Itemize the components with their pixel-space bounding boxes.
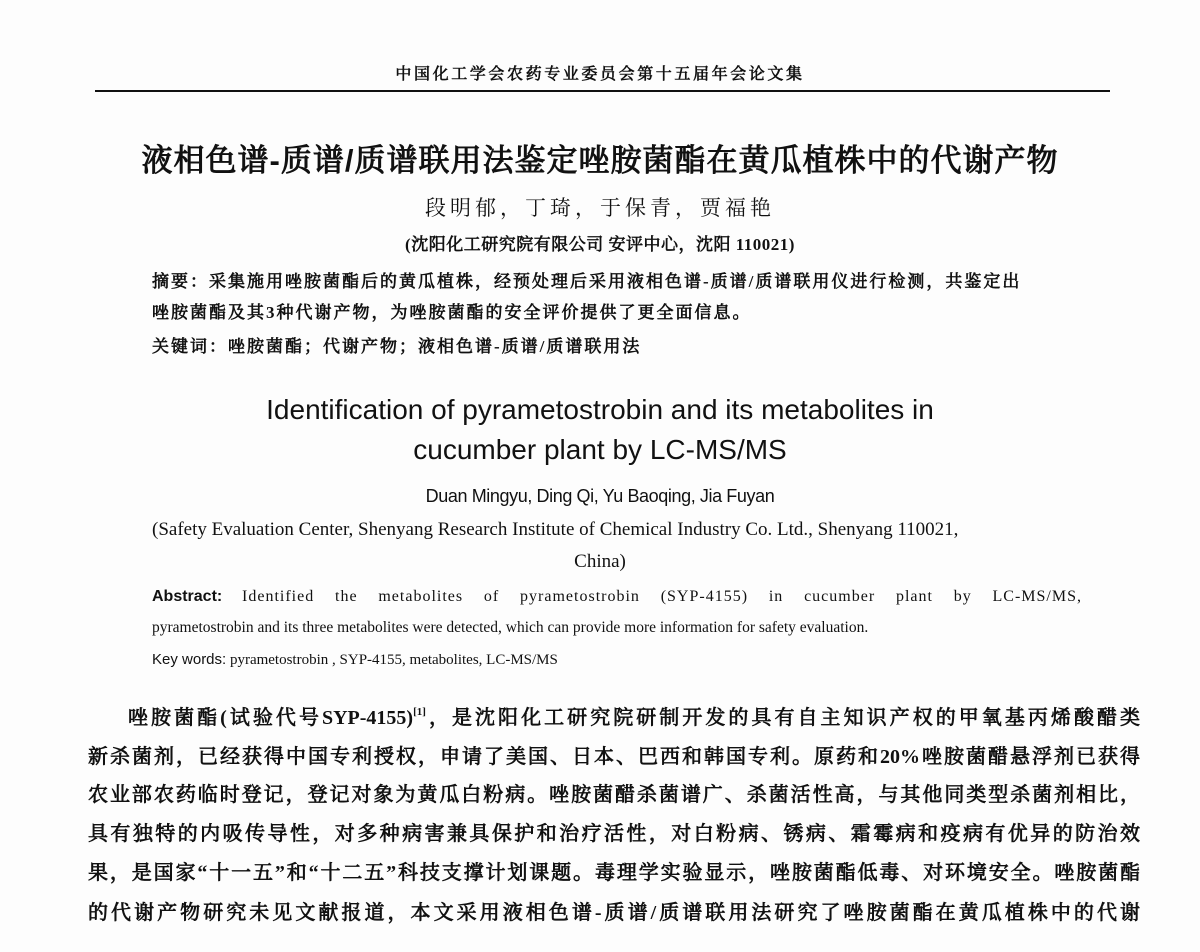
abstract-chinese-line-1: [152, 270, 1021, 294]
citation-marker: [1]: [413, 706, 426, 718]
abstract-english-line-2: pyrametostrobin and its three metabolites were detected, which can provide more information for safety evaluation.: [152, 619, 869, 636]
affiliation-english-line-1: (Safety Evaluation Center, Shenyang Research Institute of Chemical Industry Co. Ltd., Shenyang 110021,: [152, 519, 959, 540]
title-chinese: 液相色谱-质谱/质谱联用法鉴定唑胺菌酯在黄瓜植株中的代谢产物: [141, 143, 1059, 178]
abstract-english-label: Abstract:: [152, 588, 223, 605]
authors-chinese: 段明郁，丁琦，于保青，贾福艳: [425, 196, 775, 220]
keywords-english: [152, 648, 558, 672]
affiliation-english-line-2: China): [574, 551, 626, 572]
abstract-english-text: Identified the metabolites of pyrametostrobin (SYP-4155) in cucumber plant by LC-MS/MS,: [242, 588, 1082, 605]
title-english-line-2: cucumber plant by LC-MS/MS: [413, 434, 787, 465]
body-paragraph-line-5: 果，是国家“十一五”和“十二五”科技支撑计划课题。毒理学实验显示，唑胺菌酯低毒、对环境安全。唑胺菌酯: [88, 862, 1140, 884]
keywords-chinese-text: 唑胺菌酯；代谢产物；液相色谱-质谱/质谱联用法: [228, 337, 642, 356]
body-paragraph-line-3: 农业部农药临时登记，登记对象为黄瓜白粉病。唑胺菌醋杀菌谱广、杀菌活性高，与其他同类型杀菌剂相比，: [88, 784, 1140, 806]
abstract-chinese-text: 采集施用唑胺菌酯后的黄瓜植株，经预处理后采用液相色谱-质谱/质谱联用仪进行检测，共鉴定出: [209, 272, 1022, 291]
header-rule: [95, 90, 1110, 92]
running-header: 中国化工学会农药专业委员会第十五届年会论文集: [395, 66, 805, 83]
body-paragraph-line-1: [128, 703, 1140, 733]
body-paragraph-line-2: 新杀菌剂，已经获得中国专利授权，申请了美国、日本、巴西和韩国专利。原药和20%唑胺菌醋悬浮剂已获得: [88, 746, 1140, 768]
body-line-1-part-b: ，是沈阳化工研究院研制开发的具有自主知识产权的甲氧基丙烯酸醋类: [425, 707, 1140, 729]
keywords-english-text: pyrametostrobin , SYP-4155, metabolites, LC-MS/MS: [229, 652, 558, 668]
keywords-english-label: Key words:: [152, 651, 227, 668]
keywords-chinese: [152, 335, 641, 359]
abstract-chinese-label: 摘要：: [152, 272, 209, 291]
body-paragraph-line-6: 的代谢产物研究未见文献报道，本文采用液相色谱-质谱/质谱联用法研究了唑胺菌酯在黄瓜植株中的代谢: [88, 902, 1140, 924]
abstract-english-line-1: [152, 585, 1082, 609]
abstract-chinese-line-2: 唑胺菌酯及其3种代谢产物，为唑胺菌酯的安全评价提供了更全面信息。: [152, 303, 752, 322]
body-paragraph-line-4: 具有独特的内吸传导性，对多种病害兼具保护和治疗活性，对白粉病、锈病、霜霉病和疫病有优异的防治效: [88, 823, 1140, 845]
authors-english: Duan Mingyu, Ding Qi, Yu Baoqing, Jia Fuyan: [425, 486, 775, 506]
title-english-line-1: Identification of pyrametostrobin and its metabolites in: [266, 394, 934, 425]
affiliation-chinese: (沈阳化工研究院有限公司 安评中心，沈阳 110021): [405, 235, 795, 254]
body-line-1-part-a: 唑胺菌酯(试验代号SYP-4155): [128, 707, 414, 729]
keywords-chinese-label: 关键词：: [152, 337, 228, 356]
